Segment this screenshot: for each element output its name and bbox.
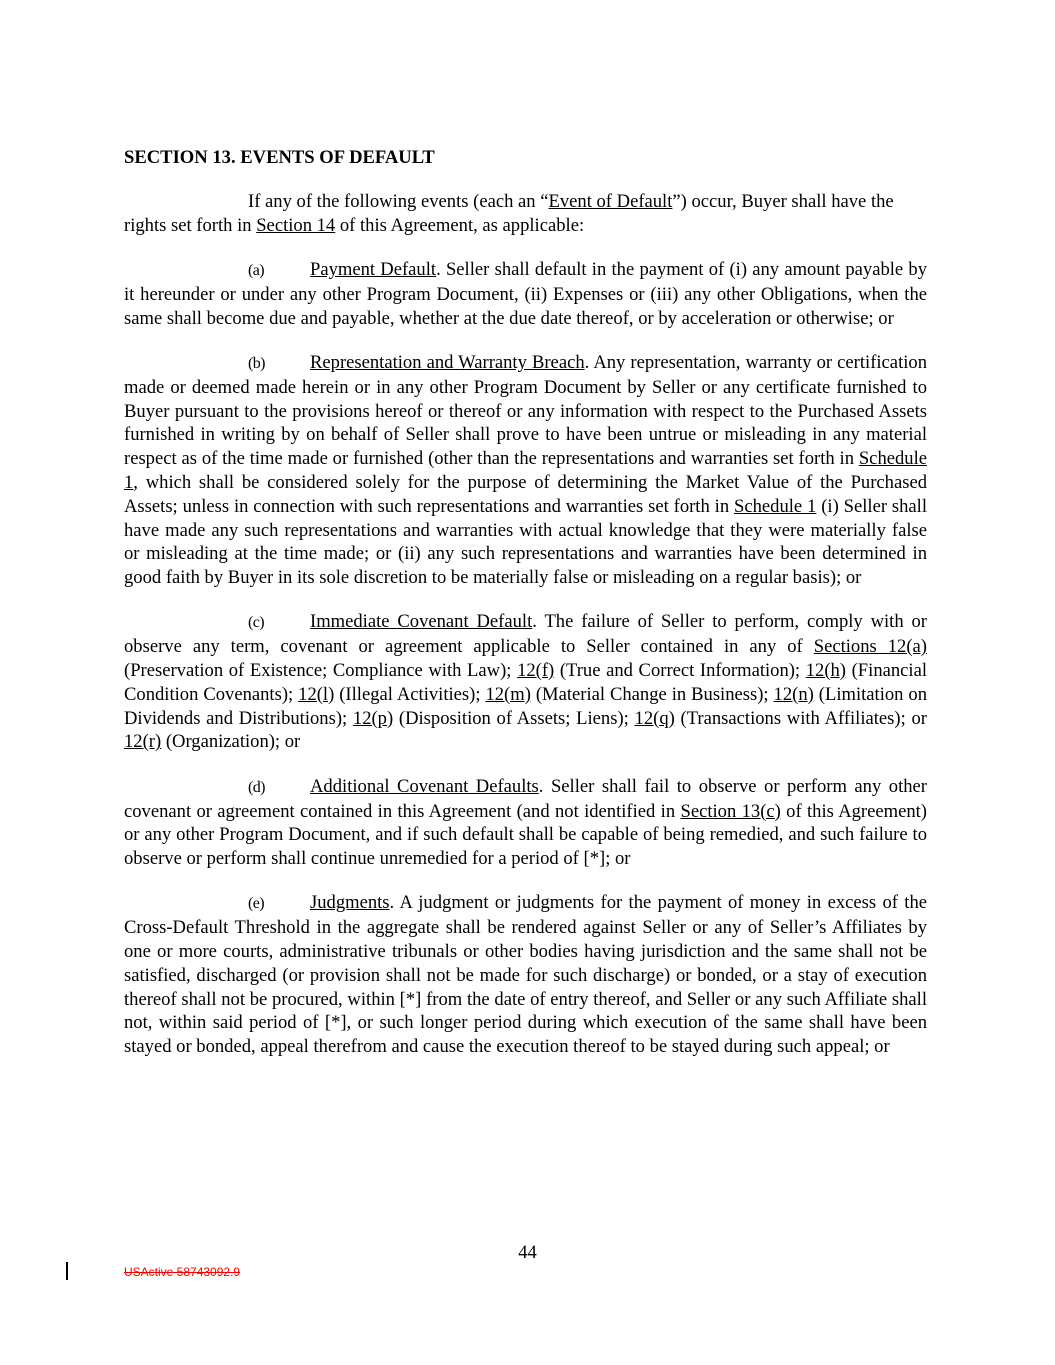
clause-title: Additional Covenant Defaults bbox=[310, 775, 539, 797]
cross-reference: 12(f) bbox=[517, 660, 555, 682]
clause-title: Representation and Warranty Breach bbox=[310, 351, 585, 373]
cross-reference: Schedule 1 bbox=[124, 448, 927, 493]
clause-a: (a) Payment Default. Seller shall default in the payment of (i) any amount payable by it hereunder or under any other Program Document, (ii) Expenses or (iii) any other Obligations, when the same shall become due and payable, whether at the due date thereof, or by acceleration or otherwise; or bbox=[124, 259, 927, 329]
clause-label: (a) bbox=[248, 262, 264, 280]
clause-title: Immediate Covenant Default bbox=[310, 611, 533, 633]
cross-reference: 12(n) bbox=[773, 683, 814, 705]
clause-label: (b) bbox=[248, 354, 265, 372]
clause-b: (b) Representation and Warranty Breach. Any representation, warranty or certification made or deemed made herein or in any other Program Document by Seller or any certificate furnished to Buyer pursuant to the provisions hereof or thereof or any information with respect to the Purchased Assets furnished in writing by on behalf of Seller shall prove to have been untrue or misleading in any material respect as of the time made or furnished (other than the representations and warranties set forth in Schedule 1, which shall be considered solely for the purpose of determining the Market Value of the Purchased Assets; unless in connection with such representations and warranties set forth in Schedule 1 (i) Seller shall have made any such representations and warranties with actual knowledge that they were materially false or misleading at the time made; or (ii) any such representations and warranties have been determined in good faith by Buyer in its sole discretion to be materially false or misleading on a regular basis); or bbox=[124, 351, 928, 589]
page-body bbox=[124, 146, 927, 1080]
cross-reference: Section 13(c) bbox=[680, 800, 781, 822]
clause-c: (c) Immediate Covenant Default. The failure of Seller to perform, comply with or observe any term, covenant or agreement applicable to Seller contained in any of Sections 12(a) (Preservation of Existence; Compliance with Law); 12(f) (True and Correct Information); 12(h) (Financial Condition Covenants); 12(l) (Illegal Activities); 12(m) (Material Change in Business); 12(n) (Limitation on Dividends and Distributions); 12(p) (Disposition of Assets; Liens); 12(q) (Transactions with Affiliates); or 12(r) (Organization); or bbox=[124, 611, 927, 753]
intro-paragraph: If any of the following events (each an “Event of Default”) occur, Buyer shall have the rights set forth in Section 14 of this Agreement, as applicable: bbox=[124, 191, 894, 236]
cross-reference: Sections 12(a) bbox=[813, 636, 927, 658]
clause-label: (e) bbox=[248, 895, 264, 913]
cross-reference: 12(l) bbox=[298, 683, 335, 705]
defined-term-event-of-default: Event of Default bbox=[548, 191, 673, 212]
cross-reference: 12(m) bbox=[485, 683, 531, 705]
page-number: 44 bbox=[518, 1242, 537, 1263]
clause-d: (d) Additional Covenant Defaults. Seller shall fail to observe or perform any other covenant or agreement contained in this Agreement (and not identified in Section 13(c) of this Agreement) or any other Program Document, and if such default shall be capable of being remedied, and such failure to observe or perform shall continue unremedied for a period of [*]; or bbox=[124, 775, 927, 870]
revision-change-bar bbox=[66, 1262, 68, 1280]
document-id: USActive 58743092.9 bbox=[124, 1265, 241, 1279]
clause-label: (c) bbox=[248, 614, 264, 632]
cross-reference: 12(p) bbox=[352, 707, 394, 729]
clause-e: (e) Judgments. A judgment or judgments for the payment of money in excess of the Cross-Default Threshold in the aggregate shall be rendered against Seller or any of Seller’s Affiliates by one or more courts, administrative tribunals or other bodies having jurisdiction and the same shall not be satisfied, discharged (or provision shall not be made for such discharge) or bonded, or a stay of execution thereof shall not be procured, within [*] from the date of entry thereof, and Seller or any such Affiliate shall not, within said period of [*], or such longer period during which execution of the same shall have been stayed or bonded, appeal therefrom and cause the execution thereof to be stayed during such appeal; or bbox=[124, 892, 927, 1058]
clause-title: Judgments bbox=[310, 892, 390, 914]
cross-reference: 12(h) bbox=[805, 660, 846, 682]
cross-reference-section-14: Section 14 bbox=[256, 214, 336, 236]
clause-title: Payment Default bbox=[310, 259, 437, 281]
clause-label: (d) bbox=[248, 778, 265, 796]
cross-reference: 12(q) bbox=[634, 707, 675, 729]
cross-reference: Schedule 1 bbox=[734, 495, 817, 517]
section-heading: SECTION 13. EVENTS OF DEFAULT bbox=[124, 147, 435, 168]
cross-reference: 12(r) bbox=[124, 731, 162, 753]
